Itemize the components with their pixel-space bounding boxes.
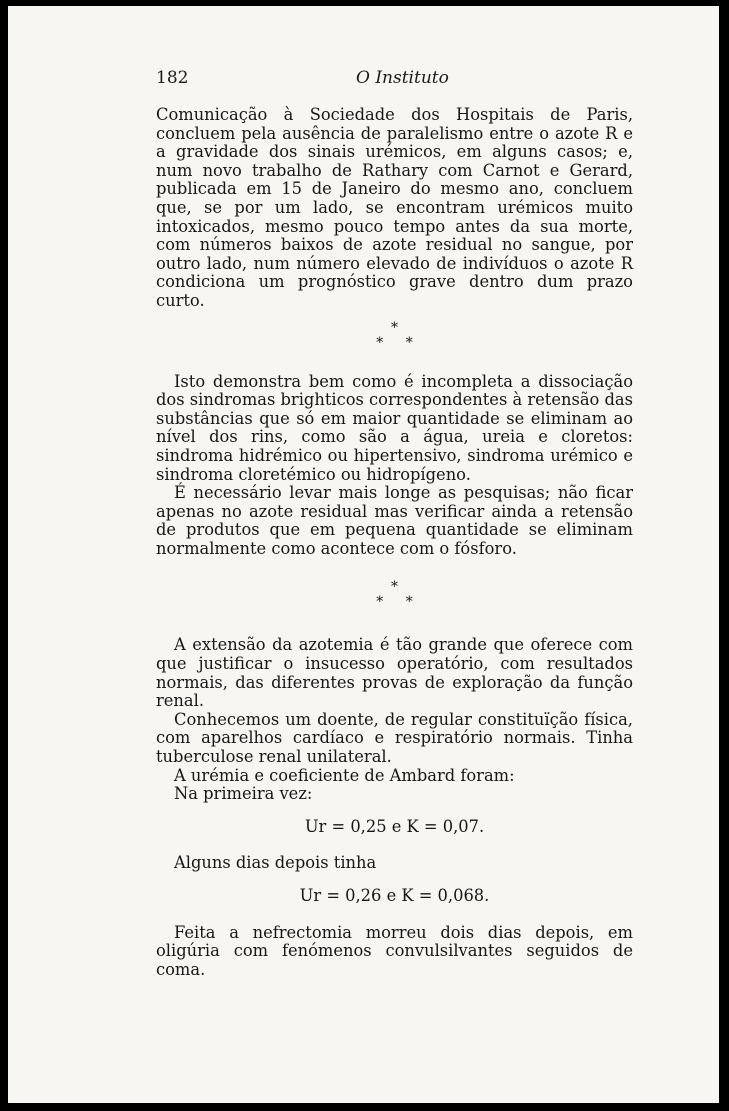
paragraph-1: Comunicação à Sociedade dos Hospitais de Paris, concluem pela ausência de paralelismo entre o azote R e a gravidade dos sinais urémicos, em alguns casos; e, num novo trabalho de Rathary com Carnot e Gerard, publicada em 15 de Janeiro do mesmo ano, concluem que, se por um lado, se encontram urémicos muito intoxicados, mesmo pouco tempo antes da sua morte, com números baixos de azote residual no sangue, por outro lado, num número elevado de indivíduos o azote R condiciona um prognóstico grave dentro dum prazo curto.	[156, 105, 633, 310]
paragraph-5: Conhecemos um doente, de regular constituïção física, com aparelhos cardíaco e respiratório normais. Tinha tuberculose renal unilateral.	[156, 709, 633, 767]
asterism-separator-1	[156, 321, 633, 351]
paragraph-6: A urémia e coeficiente de Ambard foram:	[174, 765, 515, 785]
paragraph-8: Alguns dias depois tinha	[174, 853, 377, 873]
paragraph-3: É necessário levar mais longe as pesquisas; não ficar apenas no azote residual mas verificar ainda a retensão de produtos que em pequena quantidade se eliminam normalmente como acontece com o fósforo.	[156, 483, 633, 558]
paragraph-4: A extensão da azotemia é tão grande que oferece com que justificar o insucesso operatório, com resultados normais, das diferentes provas de exploração da função renal.	[156, 635, 633, 711]
asterism-separator-2	[156, 580, 633, 610]
asterism-top: *	[391, 579, 398, 596]
book-page	[8, 6, 719, 1103]
page-header	[156, 68, 634, 92]
asterism-bottom: * *	[376, 334, 413, 351]
page-number: 182	[156, 68, 189, 88]
formula-2: Ur = 0,26 e K = 0,068.	[299, 886, 490, 905]
paragraph-7: Na primeira vez:	[174, 784, 313, 804]
running-title: O Instituto	[356, 68, 449, 88]
paragraph-9: Feita a nefrectomia morreu dois dias depois, em oligúria com fenómenos convulsilvantes seguidos de coma.	[156, 922, 633, 979]
body-text	[156, 106, 633, 979]
asterism-bottom: * *	[376, 594, 413, 611]
formula-1: Ur = 0,25 e K = 0,07.	[304, 816, 485, 836]
asterism-top: *	[391, 319, 398, 336]
paragraph-2: Isto demonstra bem como é incompleta a dissociação dos sindromas brighticos correspondentes à retensão das substâncias que só em maior quantidade se eliminam ao nível dos rins, como são a água, ureia e cloretos: sindroma hidrémico ou hipertensivo, sindroma urémico e sindroma cloretémico ou hidropígeno.	[156, 371, 633, 484]
